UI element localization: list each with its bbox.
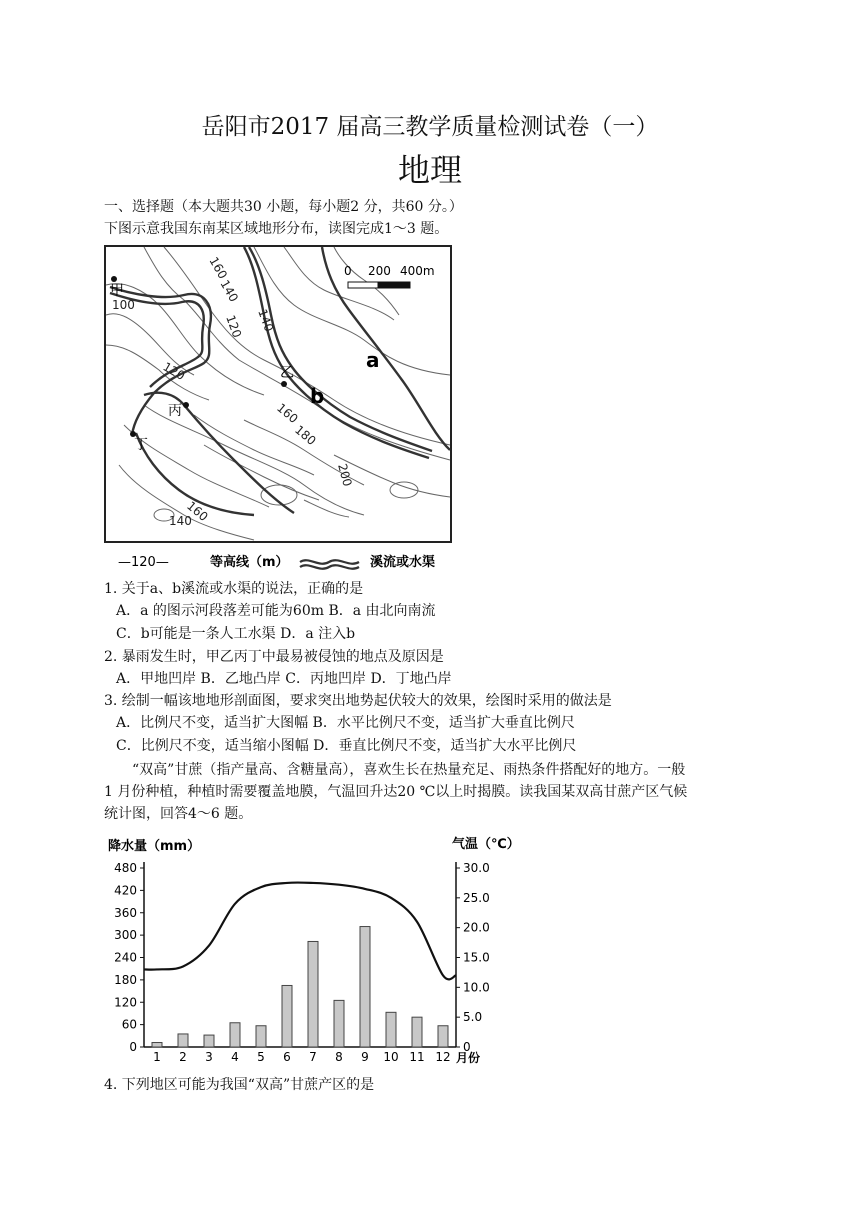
month-label: 8 (335, 1050, 343, 1064)
month-label: 4 (231, 1050, 239, 1064)
left-tick-label: 0 (129, 1040, 137, 1054)
question-2-option-row: A．甲地凹岸 B．乙地凸岸 C．丙地凹岸 D．丁地凸岸 (116, 671, 452, 687)
left-tick-label: 420 (114, 883, 137, 898)
question-2-stem: 2. 暴雨发生时，甲乙丙丁中最易被侵蚀的地点及原因是 (104, 649, 444, 665)
contour-label: 160 (184, 498, 211, 525)
right-tick-label: 10.0 (463, 980, 490, 995)
passage-line: “双高”甘蔗（指产量高、含糖量高），喜欢生长在热量充足、雨热条件搭配好的地方。一般 (132, 762, 686, 778)
passage-line: 统计图，回答4～6 题。 (104, 806, 253, 822)
left-tick-label: 360 (114, 905, 137, 920)
point-yi-marker (281, 381, 287, 387)
legend-stream-label: 溪流或水渠 (370, 555, 436, 570)
passage-line: 1 月份种植，种植时需要覆盖地膜，气温回升达20 ℃以上时揭膜。读我国某双高甘蔗产区气候 (104, 784, 688, 800)
legend-contour-label: 等高线（m） (210, 555, 289, 570)
point-bing-label: 丙 (168, 403, 182, 419)
section-heading: 一、选择题（本大题共30 小题，每小题2 分，共60 分。） (104, 199, 463, 215)
topographic-map (104, 245, 454, 575)
right-tick-label: 15.0 (463, 950, 490, 965)
question-3-option-row: C．比例尺不变，适当缩小图幅 D．垂直比例尺不变，适当扩大水平比例尺 (116, 738, 577, 754)
legend-stream-sample (300, 560, 359, 563)
month-label: 12 (435, 1050, 451, 1064)
scale-label: 400m (400, 264, 435, 278)
contour-label: 120 (223, 313, 245, 340)
left-tick-label: 480 (114, 861, 137, 875)
right-tick-label: 0 (463, 1040, 471, 1054)
subject-title: 地理 (397, 151, 462, 189)
precipitation-bar (360, 927, 370, 1047)
contour-label: 140 (217, 277, 241, 305)
precipitation-bar (386, 1012, 396, 1047)
map-intro: 下图示意我国东南某区域地形分布，读图完成1～3 题。 (104, 221, 449, 237)
legend-contour-sample: —120— (118, 555, 169, 570)
precipitation-bar (230, 1023, 240, 1047)
month-label: 1 (153, 1050, 161, 1064)
contour-label: 180 (292, 422, 319, 449)
map-legend (118, 554, 435, 570)
point-jia-marker (111, 276, 117, 282)
right-tick-label: 25.0 (463, 890, 490, 905)
left-tick-label: 240 (114, 950, 137, 965)
question-1-option-row: A．a 的图示河段落差可能为60m B．a 由北向南流 (116, 603, 436, 619)
left-axis-label: 降水量（mm） (108, 839, 201, 854)
point-jia-label: 甲 (110, 283, 124, 299)
temperature-line (144, 883, 456, 980)
precipitation-bar (282, 985, 292, 1047)
month-label: 9 (361, 1050, 369, 1064)
month-labels (153, 1050, 450, 1064)
point-bing-marker (183, 402, 189, 408)
question-1-option-row: C．b可能是一条人工水渠 D．a 注入b (116, 626, 356, 642)
left-tick-label: 60 (121, 1017, 137, 1032)
x-unit-label: 月份 (456, 1051, 481, 1065)
month-label: 6 (283, 1050, 291, 1064)
precipitation-bar (334, 1000, 344, 1047)
precipitation-bar (178, 1034, 188, 1047)
stream-label-b: b (310, 384, 325, 408)
contour-label: 160 (274, 400, 301, 427)
precipitation-bar (308, 941, 318, 1047)
right-tick-label: 20.0 (463, 920, 490, 935)
precipitation-bar (152, 1043, 162, 1047)
left-tick-label: 120 (114, 995, 137, 1010)
question-3-option-row: A．比例尺不变，适当扩大图幅 B．水平比例尺不变，适当扩大垂直比例尺 (116, 715, 575, 731)
month-label: 11 (409, 1050, 425, 1064)
left-tick-label: 300 (114, 928, 137, 943)
question-4-stem: 4. 下列地区可能为我国“双高”甘蔗产区的是 (104, 1077, 375, 1093)
scale-label: 200 (368, 264, 391, 278)
month-label: 10 (383, 1050, 399, 1064)
contour-label: 140 (169, 514, 192, 528)
climate-chart (104, 830, 524, 1075)
precipitation-bar (412, 1017, 422, 1047)
left-tick-label: 180 (114, 972, 137, 987)
right-tick-label: 5.0 (463, 1010, 483, 1025)
point-ding-label: 丁 (134, 437, 148, 453)
month-label: 3 (205, 1050, 213, 1064)
right-axis-label: 气温（℃） (452, 837, 520, 852)
month-label: 2 (179, 1050, 187, 1064)
precipitation-bar (438, 1026, 448, 1047)
precipitation-bars (152, 927, 448, 1047)
contour-label: 200 (335, 462, 355, 488)
exam-title: 岳阳市2017 届高三教学质量检测试卷（一） (201, 114, 659, 140)
question-1-stem: 1. 关于a、b溪流或水渠的说法，正确的是 (104, 581, 364, 597)
contour-label: 120 (160, 359, 188, 384)
precipitation-bar (256, 1026, 266, 1047)
stream-label-a: a (366, 348, 380, 372)
contour-label: 160 (206, 254, 230, 282)
month-label: 5 (257, 1050, 265, 1064)
point-yi-label: 乙 (280, 365, 294, 381)
question-3-stem: 3. 绘制一幅该地地形剖面图，要求突出地势起伏较大的效果，绘图时采用的做法是 (104, 693, 612, 709)
contour-label: 140 (255, 307, 277, 334)
month-label: 7 (309, 1050, 317, 1064)
contour-label: 100 (112, 298, 135, 312)
scale-label: 0 (344, 264, 352, 278)
precipitation-bar (204, 1035, 214, 1047)
right-tick-label: 30.0 (463, 861, 490, 875)
